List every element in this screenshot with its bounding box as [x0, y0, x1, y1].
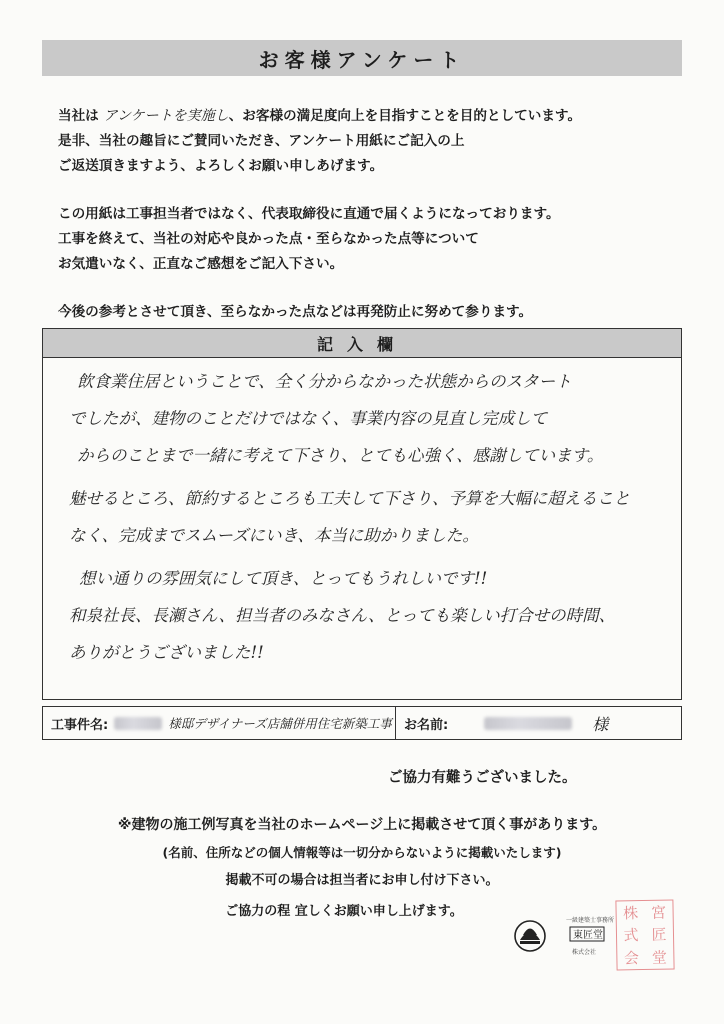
project-name-value: 様邸デザイナーズ店舗併用住宅新築工事: [168, 716, 392, 731]
handwritten-comment[interactable]: [69, 363, 669, 671]
intro-line-1-suffix: 、お客様の満足度向上を目指すことを目的としています。: [228, 108, 582, 124]
project-name-field[interactable]: [43, 707, 396, 739]
comment-line: 和泉社長、長瀬さん、担当者のみなさん、とっても楽しい打合せの時間、: [69, 606, 616, 625]
comment-line: 飲食業住居ということで、全く分からなかった状態からのスタート: [77, 372, 572, 391]
footer-closing: ご協力の程 宜しくお願い申し上げます。: [225, 904, 463, 919]
comment-line: 想い通りの雰囲気にして頂き、とってもうれしいです!!: [79, 569, 488, 588]
redacted-surname: [114, 717, 162, 730]
comment-line: からのことまで一緒に考えて下さり、とても心強く、感謝しています。: [77, 446, 604, 465]
intro-line-7: 今後の参考とさせて頂き、至らなかった点などは再発防止に努めて参ります。: [58, 304, 533, 320]
customer-name-label: お名前:: [404, 717, 449, 733]
intro-line-4: この用紙は工事担当者ではなく、代表取締役に直通で届くようになっております。: [58, 206, 560, 222]
company-top-text: 一級建築士事務所: [566, 917, 615, 924]
redacted-name: [484, 717, 572, 730]
footer-optout-note: 掲載不可の場合は担当者にお申し付け下さい。: [225, 873, 499, 888]
intro-line-5: 工事を終えて、当社の対応や良かった点・至らなかった点等について: [58, 231, 479, 247]
intro-line-3: ご返送頂きますよう、よろしくお願い申しあげます。: [58, 158, 384, 174]
form-fields: [42, 706, 682, 740]
pine-emblem-icon: [515, 921, 545, 951]
survey-title: お客様アンケート: [42, 40, 682, 76]
comment-line: なく、完成までスムーズにいき、本当に助かりました。: [69, 526, 479, 545]
company-corp-text: 株式会社: [572, 949, 597, 956]
thanks-message: ご協力有難うございました。: [388, 770, 577, 786]
footer-photo-notice: ※建物の施工例写真を当社のホームページ上に掲載させて頂く事があります。: [117, 817, 607, 833]
comment-line: 魅せるところ、節約するところも工夫して下さり、予算を大幅に超えること: [69, 489, 630, 508]
intro-text: [58, 104, 678, 325]
intro-line-6: お気遣いなく、正直なご感想をご記入下さい。: [58, 256, 344, 272]
entry-box: [42, 328, 682, 700]
intro-line-1: [58, 104, 678, 129]
company-name-box: 東匠堂: [573, 930, 603, 941]
intro-line-2: 是非、当社の趣旨にご賛同いただき、アンケート用紙にご記入の上: [58, 133, 465, 149]
intro-line-1-prefix: 当社は: [58, 108, 99, 124]
customer-name-field[interactable]: [396, 707, 681, 739]
company-seal-stamp: 株 宮 式 匠 会 堂: [615, 899, 674, 970]
comment-line: でしたが、建物のことだけではなく、事業内容の見直し完成して: [69, 409, 548, 428]
project-name-label: 工事件名:: [51, 717, 109, 733]
footer-privacy-note: (名前、住所などの個人情報等は一切分からないように掲載いたします): [162, 845, 562, 860]
intro-handwritten-insert: アンケートを実施し: [103, 108, 229, 124]
honorific-suffix: 様: [592, 714, 609, 734]
entry-header: 記入欄: [43, 329, 681, 358]
comment-line: ありがとうございました!!: [69, 643, 264, 662]
